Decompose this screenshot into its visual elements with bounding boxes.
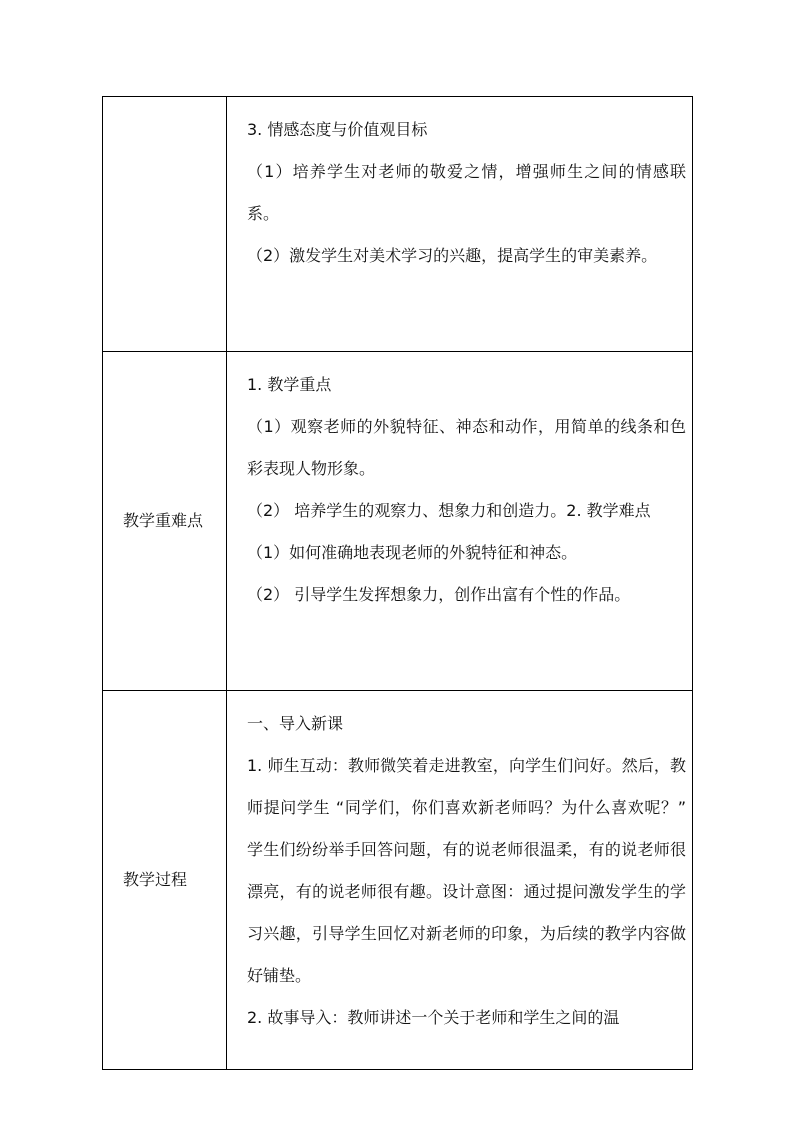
table-row [103,691,693,1070]
content-paragraph: （2）激发学生对美术学习的兴趣，提高学生的审美素养。 [247,246,658,265]
content-paragraph: （1）培养学生对老师的敬爱之情，增强师生之间的情感联系。 [247,162,686,223]
section-heading: 一、导入新课 [247,714,344,733]
section-heading: 3. 情感态度与价值观目标 [247,120,428,139]
content-paragraph: （2） 引导学生发挥想象力，创作出富有个性的作品。 [247,585,631,604]
row-label-cell: 教学过程 [103,691,227,1070]
content-paragraph: （2） 培养学生的观察力、想象力和创造力。2. 教学难点 [247,501,651,520]
row-content-cell [227,691,693,1070]
row-label-cell [103,97,227,352]
content-paragraph: 1. 师生互动：教师微笑着走进教室，向学生们问好。然后，教师提问学生 “同学们，你们喜欢新老师吗？为什么喜欢呢？” 学生们纷纷举手回答问题，有的说老师很温柔，有的说老师很漂亮，有的说老师很有趣。设计意图：通过提问激发学生的学习兴趣，引导学生回忆对新老师的印象，为后续的教学内容做好铺垫。 [247,756,686,985]
table-row [103,97,693,352]
table-row [103,352,693,691]
section-heading: 1. 教学重点 [247,375,332,394]
content-paragraph: （1）观察老师的外貌特征、神态和动作，用简单的线条和色彩表现人物形象。 [247,417,686,478]
row-content-cell [227,97,693,352]
row-content-cell [227,352,693,691]
content-paragraph: 2. 故事导入：教师讲述一个关于老师和学生之间的温 [247,1008,620,1027]
content-paragraph: （1）如何准确地表现老师的外貌特征和神态。 [247,543,578,562]
lesson-plan-table [102,96,693,1070]
row-label-cell: 教学重难点 [103,352,227,691]
